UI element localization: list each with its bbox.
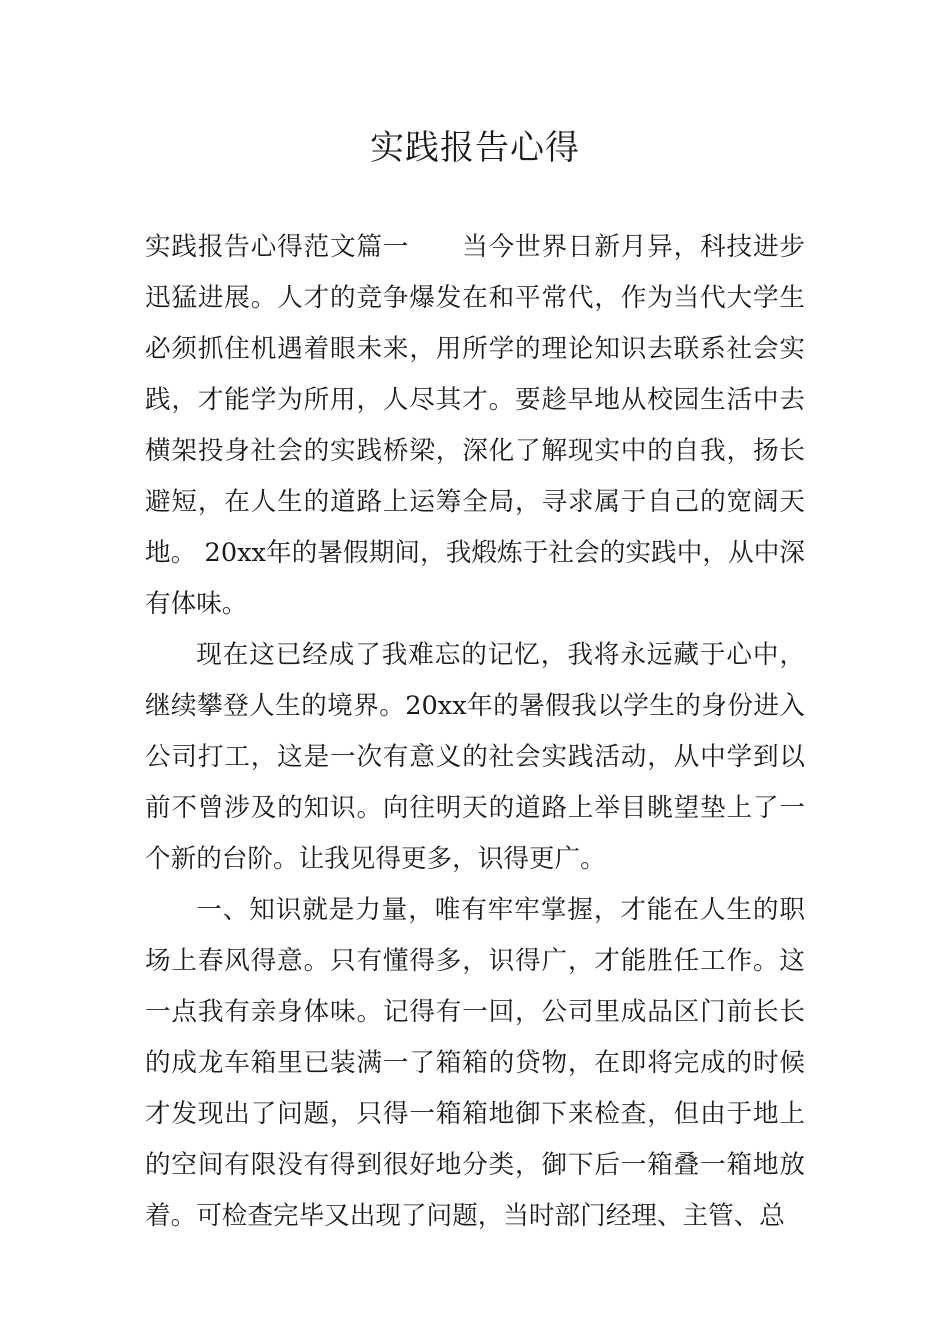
document-title: 实践报告心得	[370, 128, 580, 168]
paragraph-3: 一、知识就是力量，唯有牢牢掌握，才能在人生的职场上春风得意。只有懂得多，识得广，才能胜任工作。这一点我有亲身体味。记得有一回，公司里成品区门前长长的成龙车箱里已装满一了箱箱的贷物，在即将完成的时候才发现出了问题，只得一箱箱地御下来检查，但由于地上的空间有限没有得到很好地分类，御下后一箱叠一箱地放着。可检查完毕又出现了问题，当时部门经理、主管、总	[145, 895, 805, 1231]
document-body	[145, 222, 805, 1242]
paragraph-1: 实践报告心得范文篇一 当今世界日新月异，科技进步迅猛进展。人才的竞争爆发在和平常代，作为当代大学生必须抓住机遇着眼未来，用所学的理论知识去联系社会实践，才能学为所用，人尽其才。要趁早地从校园生活中去横架投身社会的实践桥梁，深化了解现实中的自我，扬长避短，在人生的道路上运筹全局，寻求属于自己的宽阔天地。 20xx年的暑假期间，我煅炼于社会的实践中，从中深有体味。	[145, 232, 805, 619]
paragraph-2: 现在这已经成了我难忘的记忆，我将永远藏于心中，继续攀登人生的境界。20xx年的暑假我以学生的身份进入公司打工，这是一次有意义的社会实践活动，从中学到以前不曾涉及的知识。向往明天的道路上举目眺望垫上了一个新的台阶。让我见得更多，识得更广。	[145, 640, 805, 874]
